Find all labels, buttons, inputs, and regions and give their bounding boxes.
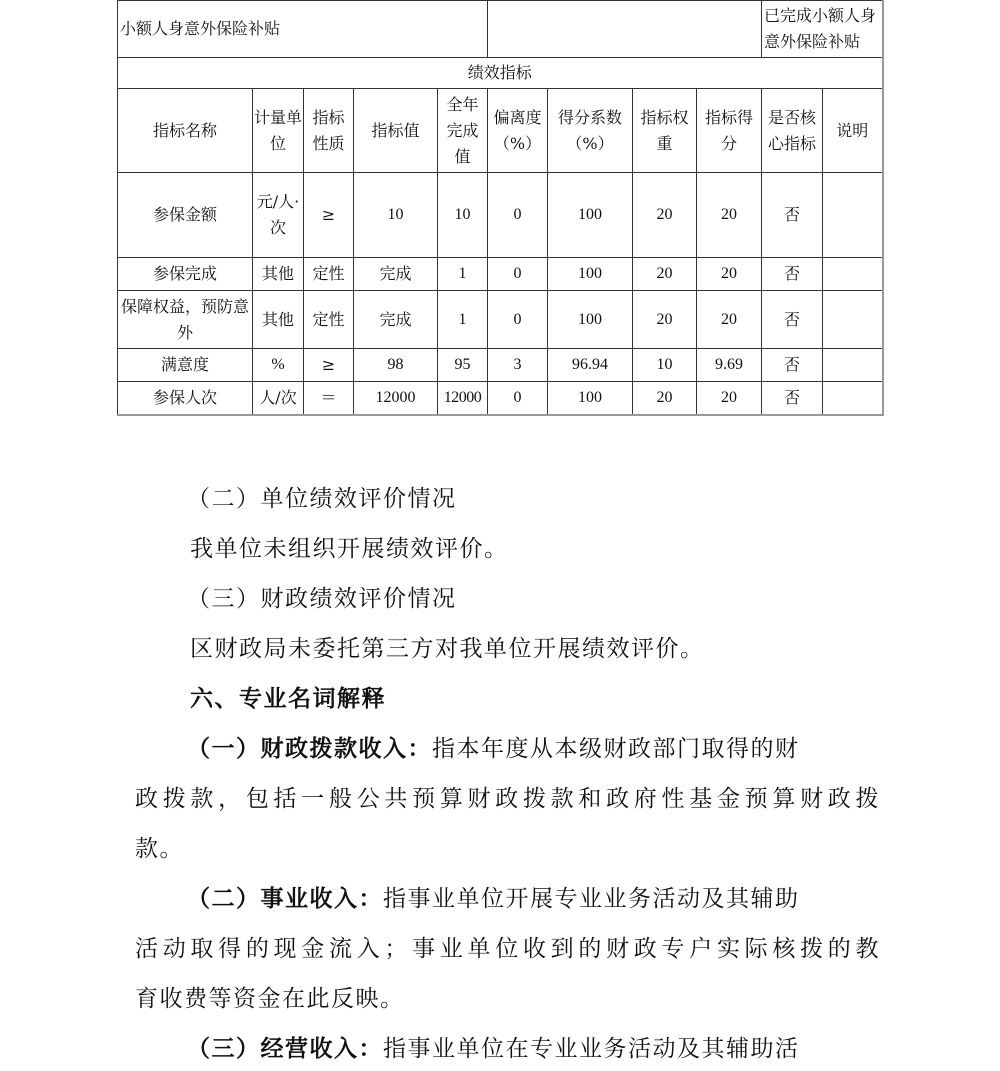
cell-unit: 其他	[253, 291, 304, 349]
glossary-item-operating-line-1	[187, 1030, 880, 1063]
header-note: 说明	[823, 89, 883, 173]
cell-nature: ≥	[304, 349, 354, 382]
cell-score: 20	[697, 382, 762, 415]
header-indicator-name: 指标名称	[118, 89, 253, 173]
cell-unit: %	[253, 349, 304, 382]
header-weight: 指标权重	[633, 89, 697, 173]
cell-core: 否	[762, 291, 823, 349]
cell-coefficient: 96.94	[548, 349, 633, 382]
cell-score: 20	[697, 258, 762, 291]
cell-name: 保障权益，预防意外	[118, 291, 253, 349]
project-name-cell: 小额人身意外保险补贴	[118, 1, 488, 58]
cell-weight: 20	[633, 173, 697, 258]
cell-core: 否	[762, 382, 823, 415]
glossary-term: （三）经营收入：	[187, 1035, 383, 1062]
glossary-item-fiscal-line-1	[187, 730, 880, 763]
cell-deviation: 0	[488, 173, 548, 258]
glossary-item-business-line-2: 活动取得的现金流入；事业单位收到的财政专户实际核拨的教	[135, 936, 880, 962]
glossary-text: 指本年度从本级财政部门取得的财	[432, 736, 800, 762]
cell-note	[823, 382, 883, 415]
cell-name: 参保人次	[118, 382, 253, 415]
cell-weight: 20	[633, 291, 697, 349]
project-middle-cell	[488, 1, 762, 58]
cell-actual: 1	[438, 258, 488, 291]
finance-eval-text: 区财政局未委托第三方对我单位开展绩效评价。	[190, 636, 705, 662]
cell-nature: 定性	[304, 291, 354, 349]
header-row	[118, 89, 883, 173]
cell-coefficient: 100	[548, 382, 633, 415]
cell-actual: 1	[438, 291, 488, 349]
table-row	[118, 382, 883, 415]
cell-target: 98	[354, 349, 438, 382]
unit-eval-text: 我单位未组织开展绩效评价。	[190, 536, 509, 562]
header-nature: 指标性质	[304, 89, 354, 173]
section-title-row	[118, 58, 883, 89]
cell-actual: 12000	[438, 382, 488, 415]
cell-name: 参保金额	[118, 173, 253, 258]
cell-core: 否	[762, 173, 823, 258]
section-title: 绩效指标	[118, 58, 883, 89]
table-row	[118, 173, 883, 258]
glossary-item-fiscal-line-2: 政拨款，包括一般公共预算财政拨款和政府性基金预算财政拨	[135, 786, 880, 812]
cell-nature: 定性	[304, 258, 354, 291]
header-coefficient: 得分系数（%）	[548, 89, 633, 173]
cell-score: 20	[697, 173, 762, 258]
cell-deviation: 3	[488, 349, 548, 382]
glossary-term: （二）事业收入：	[187, 885, 383, 912]
cell-note	[823, 349, 883, 382]
cell-unit: 其他	[253, 258, 304, 291]
cell-nature: ≥	[304, 173, 354, 258]
glossary-item-business-line-1	[187, 880, 880, 913]
cell-unit: 人/次	[253, 382, 304, 415]
header-target: 指标值	[354, 89, 438, 173]
cell-weight: 20	[633, 258, 697, 291]
cell-score: 9.69	[697, 349, 762, 382]
cell-coefficient: 100	[548, 173, 633, 258]
cell-note	[823, 258, 883, 291]
header-deviation: 偏离度（%）	[488, 89, 548, 173]
finance-eval-heading: （三）财政绩效评价情况	[187, 586, 457, 612]
unit-eval-heading: （二）单位绩效评价情况	[187, 486, 457, 512]
performance-table	[117, 0, 884, 416]
cell-actual: 95	[438, 349, 488, 382]
header-score: 指标得分	[697, 89, 762, 173]
project-row	[118, 1, 883, 58]
cell-target: 完成	[354, 291, 438, 349]
cell-coefficient: 100	[548, 291, 633, 349]
glossary-heading: 六、专业名词解释	[190, 685, 386, 712]
header-unit: 计量单位	[253, 89, 304, 173]
cell-coefficient: 100	[548, 258, 633, 291]
glossary-item-fiscal-line-3: 款。	[135, 836, 184, 862]
cell-target: 12000	[354, 382, 438, 415]
cell-weight: 20	[633, 382, 697, 415]
cell-deviation: 0	[488, 258, 548, 291]
cell-name: 满意度	[118, 349, 253, 382]
cell-nature: ＝	[304, 382, 354, 415]
cell-deviation: 0	[488, 382, 548, 415]
glossary-text: 指事业单位开展专业业务活动及其辅助	[383, 886, 800, 912]
table-row	[118, 349, 883, 382]
cell-note	[823, 173, 883, 258]
cell-score: 20	[697, 291, 762, 349]
cell-note	[823, 291, 883, 349]
header-core: 是否核心指标	[762, 89, 823, 173]
cell-weight: 10	[633, 349, 697, 382]
table-row	[118, 291, 883, 349]
cell-name: 参保完成	[118, 258, 253, 291]
project-result-cell: 已完成小额人身意外保险补贴	[762, 1, 883, 58]
cell-core: 否	[762, 258, 823, 291]
cell-deviation: 0	[488, 291, 548, 349]
cell-target: 10	[354, 173, 438, 258]
glossary-term: （一）财政拨款收入：	[187, 735, 432, 762]
glossary-text: 指事业单位在专业业务活动及其辅助活	[383, 1036, 800, 1062]
header-actual: 全年完成值	[438, 89, 488, 173]
cell-unit: 元/人·次	[253, 173, 304, 258]
cell-target: 完成	[354, 258, 438, 291]
table-row	[118, 258, 883, 291]
cell-actual: 10	[438, 173, 488, 258]
glossary-item-business-line-3: 育收费等资金在此反映。	[135, 986, 405, 1012]
cell-core: 否	[762, 349, 823, 382]
